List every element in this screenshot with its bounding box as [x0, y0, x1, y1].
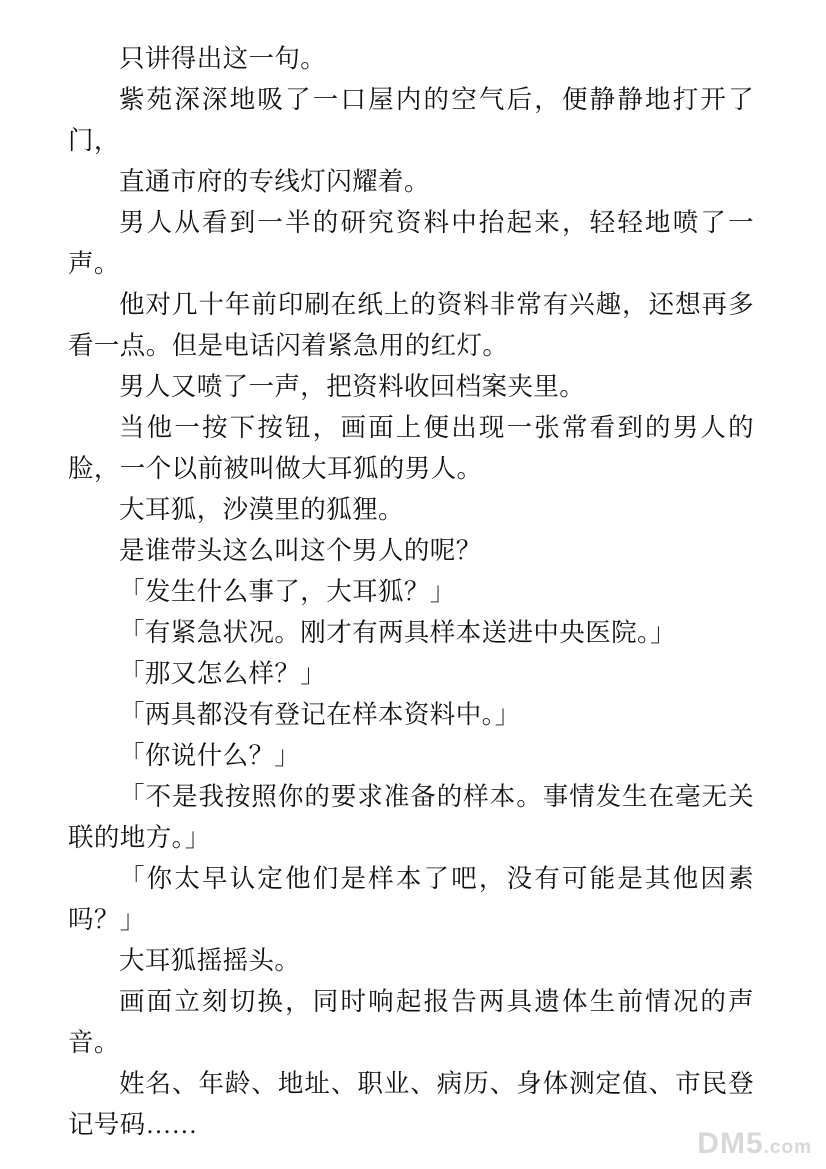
paragraph: 「两具都没有登记在样本资料中。」	[119, 700, 521, 729]
site-watermark	[697, 1127, 812, 1161]
paragraph: 姓名、年龄、地址、职业、病历、身体测定值、市民登记号码……	[68, 1069, 754, 1139]
paragraph: 是谁带头这么叫这个男人的呢？	[119, 536, 482, 565]
paragraph: 「有紧急状况。刚才有两具样本送进中央医院。」	[119, 618, 677, 647]
paragraph: 直通市府的专线灯闪耀着。	[119, 167, 430, 196]
paragraph: 「那又怎么样？」	[119, 659, 327, 688]
paragraph: 当他一按下按钮，画面上便出现一张常看到的男人的脸，一个以前被叫做大耳狐的男人。	[68, 413, 754, 483]
watermark-text: DM5	[697, 1127, 764, 1160]
watermark-suffix: .com	[763, 1137, 812, 1158]
paragraph: 紫苑深深地吸了一口屋内的空气后，便静静地打开了门，	[68, 85, 754, 155]
paragraph: 「你太早认定他们是样本了吧，没有可能是其他因素吗？」	[68, 864, 754, 934]
paragraph: 「你说什么？」	[119, 741, 301, 770]
paragraph: 男人从看到一半的研究资料中抬起来，轻轻地喷了一声。	[68, 208, 754, 278]
paragraph: 「不是我按照你的要求准备的样本。事情发生在毫无关联的地方。」	[68, 782, 754, 852]
paragraph: 男人又喷了一声，把资料收回档案夹里。	[119, 372, 586, 401]
paragraph: 画面立刻切换，同时响起报告两具遗体生前情况的声音。	[68, 987, 754, 1057]
paragraph: 「发生什么事了，大耳狐？」	[119, 577, 456, 606]
paragraph: 只讲得出这一句。	[119, 44, 327, 73]
paragraph: 大耳狐摇摇头。	[119, 946, 301, 975]
paragraph: 他对几十年前印刷在纸上的资料非常有兴趣，还想再多看一点。但是电话闪着紧急用的红灯。	[68, 290, 754, 360]
page-text-body	[68, 38, 754, 1145]
paragraph: 大耳狐，沙漠里的狐狸。	[119, 495, 404, 524]
